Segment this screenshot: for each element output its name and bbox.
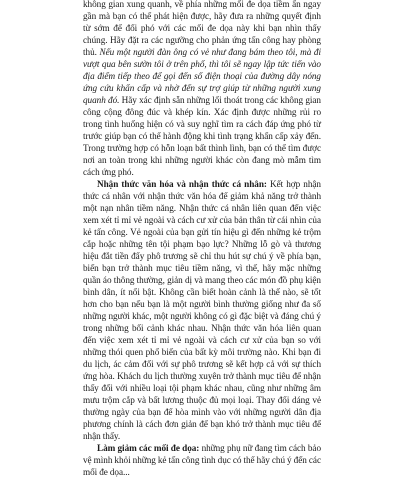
paragraph-text: Hãy xác định sẵn những lối thoát trong các không gian công cộng đông đúc và khép kín. Xác định được những rủi ro trong tình huống hiện có và suy nghĩ tìm ra cách đáp ứng phó từ trước giúp bạn có thể hành động khi tình trạng khẩn cấp xảy đến. Trong trường hợp có hỗn loạn bất thình lình, bạn có thể tìm được nơi an toàn trong khi những người khác còn đang mò mẫm tìm cách ứng phó. [83, 95, 321, 177]
paragraph-heading: Nhận thức văn hóa và nhận thức cá nhân: [97, 179, 267, 189]
paragraph-reduce-threats [83, 442, 321, 478]
paragraph-text: những phụ nữ đang tìm cách bảo vệ mình khỏi những kẻ tấn công tình dục có thể hãy chú ý đến các mối đe dọa... [83, 443, 321, 477]
paragraph-text: không gian xung quanh, về phía những mối đe dọa tiềm ẩn ngay gần mà bạn có thể phát hiện được, hãy đưa ra những quyết định từ sớm để đối phó với các mối đe dọa này khi bạn nhìn thấy chúng. Hãy đặt ra các ngưỡng cho phản ứng tấn công hay phòng thủ. [83, 0, 321, 57]
paragraph-threat-response [83, 0, 321, 178]
paragraph-text: Kết hợp nhận thức cá nhân với nhận thức văn hóa để giảm khả năng trở thành một nạn nhân tiềm năng. Nhận thức cá nhân liên quan đến việc xem xét tỉ mỉ vẻ ngoài và cách cư xử của bản thân từ cái nhìn của kẻ tấn công. Vẻ ngoài của bạn gửi tín hiệu gì đến những kẻ trộm cắp hoặc những tên tội phạm bạo lực? Những lỗ gò và thương hiệu đắt tiền đẩy phô trương sẽ chỉ thu hút sự chú ý về phía bạn, biến bạn trở thành mục tiêu tiềm năng, vì thế, hãy mặc những quần áo thông thường, giản dị và mang theo các món đồ phụ kiện bình dân, ít nổi bật. Không cần biết hoàn cảnh là thế nào, sẽ tốt hơn cho bạn nếu bạn là một người bình thường giống như đa số những người khác, một người không có gì đặc biệt và đáng chú ý trong những bối cảnh khác nhau. Nhận thức văn hóa liên quan đến việc xem xét tỉ mỉ vẻ ngoài và cách cư xử của bạn so với những thói quen phổ biến của bất kỳ môi trường nào. Khi bạn đi du lịch, ác cảm đối với sự phô trương sẽ kết hợp cả với sự thích ứng hòa. Khách du lịch thường xuyên trở thành mục tiêu để nhận thấy đối với nhiều loại tội phạm khác nhau, cũng như những âm mưu trộm cắp và bất lương thuộc đủ mọi loại. Thay đổi dáng vẻ thường ngày của bạn để hòa mình vào với những người dân địa phương chính là cách đơn giản để bạn khó trở thành mục tiêu để nhận thấy. [83, 179, 321, 441]
paragraph-awareness [83, 178, 321, 442]
body-text [83, 0, 321, 478]
paragraph-heading: Làm giảm các mối đe dọa: [97, 443, 200, 453]
italic-example: Nếu một người đàn ông có vẻ như đang bám theo tôi, mà đi vượt qua bên sườn tôi ở trên phố, thì tôi sẽ ngay lập tức tiến vào địa điểm tiếp theo để gọi đến số điện thoại của đường dây nóng ứng cứu khẩn cấp và nhờ đến sự trợ giúp từ những người xung quanh đó. [83, 47, 321, 105]
